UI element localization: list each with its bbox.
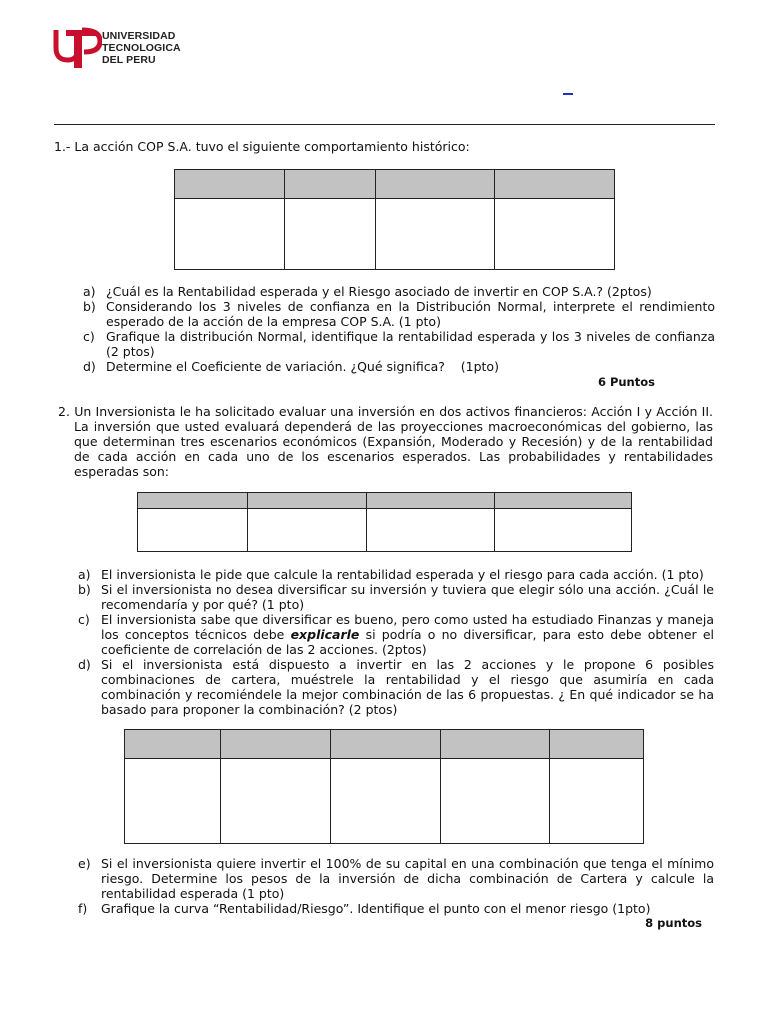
item-text: Si el inversionista está dispuesto a invertir en las 2 acciones y le propone 6 posibles combinaciones de cartera, muéstrele la rentabilidad y el riesgo que asumiría en cada combinación y recomiéndele la mejor combinación de las 6 propuestas. ¿ En qué indicador se ha basado para proponer la combinación? (2 ptos) xyxy=(101,657,714,717)
q1-table-header-cell xyxy=(175,170,285,199)
utp-logo-icon xyxy=(52,26,102,72)
q2-item-d xyxy=(78,657,714,717)
item-label: d) xyxy=(83,359,96,374)
item-label: f) xyxy=(78,901,88,916)
q1-table xyxy=(174,169,615,270)
q1-table-header-cell xyxy=(376,170,495,199)
q1-item-b xyxy=(83,299,715,329)
q2-table-header-cell xyxy=(248,493,367,509)
q2-table-header-cell xyxy=(495,493,632,509)
q2-item-e xyxy=(78,856,714,901)
q1-item-a xyxy=(83,284,715,299)
q1-item-c xyxy=(83,329,715,359)
q2-item-f xyxy=(78,901,714,916)
logo-line-2: TECNOLOGICA xyxy=(102,42,181,54)
q2-combinations-cell xyxy=(550,759,644,844)
q2-table-cell xyxy=(138,509,248,552)
item-label: a) xyxy=(83,284,96,299)
q1-intro: 1.- La acción COP S.A. tuvo el siguiente comportamiento histórico: xyxy=(54,139,470,154)
q2-item-a xyxy=(78,567,714,582)
item-label: e) xyxy=(78,856,91,871)
q1-table-header-cell xyxy=(495,170,615,199)
q2-intro xyxy=(58,404,713,479)
header-rule xyxy=(54,124,715,125)
item-text: El inversionista le pide que calcule la rentabilidad esperada y el riesgo para cada acción. (1 pto) xyxy=(101,567,704,582)
q2-item-b xyxy=(78,582,714,612)
q2-points: 8 puntos xyxy=(645,916,702,930)
q2-combinations-cell xyxy=(441,759,550,844)
item-text: Si el inversionista quiere invertir el 100% de su capital en una combinación que tenga el mínimo riesgo. Determine los pesos de la inversión de dicha combinación de Cartera y calcule la rentabilidad esperada (1 pto) xyxy=(101,856,714,901)
university-logo xyxy=(52,26,182,72)
item-text: ¿Cuál es la Rentabilidad esperada y el Riesgo asociado de invertir en COP S.A.? (2ptos) xyxy=(106,284,652,299)
item-text: Grafique la curva “Rentabilidad/Riesgo”. Identifique el punto con el menor riesgo (1pto) xyxy=(101,901,651,916)
q2-combinations-header-cell xyxy=(550,730,644,759)
q2-combinations-cell xyxy=(331,759,441,844)
item-text: Si el inversionista no desea diversificar su inversión y tuviera que elegir sólo una acción. ¿Cuál le recomendaría y por qué? (1 pto) xyxy=(101,582,714,612)
q2-table-header-cell xyxy=(367,493,495,509)
q2-combinations-header-cell xyxy=(331,730,441,759)
q2-combinations-cell xyxy=(221,759,331,844)
q1-points: 6 Puntos xyxy=(597,375,655,389)
q2-table xyxy=(137,492,632,552)
q1-table-cell xyxy=(376,199,495,270)
q1-item-d xyxy=(83,359,715,374)
q2-intro-text: 2. Un Inversionista le ha solicitado evaluar una inversión en dos activos financieros: Acción I y Acción II. La inversión que usted evaluará dependerá de las proyecciones macroeconómicas del gobierno, las que determinan tres escenarios económicos (Expansión, Moderado y Recesión) y de la rentabilidad de cada acción en cada uno de los escenarios esperados. Las probabilidades y rentabilidades esperadas son: xyxy=(58,404,713,479)
q2-table-header-cell xyxy=(138,493,248,509)
text-cursor-mark xyxy=(563,93,573,95)
q2-table-cell xyxy=(495,509,632,552)
item-text xyxy=(101,612,714,657)
q1-table-cell xyxy=(285,199,376,270)
item-text: Determine el Coeficiente de variación. ¿Qué significa? (1pto) xyxy=(106,359,499,374)
q2-combinations-header-cell xyxy=(221,730,331,759)
item-label: a) xyxy=(78,567,91,582)
q2-item-c xyxy=(78,612,714,657)
q2-combinations-header-cell xyxy=(441,730,550,759)
logo-line-1: UNIVERSIDAD xyxy=(102,30,176,42)
item-text-emphasis: explicarle xyxy=(290,627,360,642)
q2-combinations-cell xyxy=(125,759,221,844)
q1-table-cell xyxy=(175,199,285,270)
item-label: c) xyxy=(78,612,90,627)
item-label: b) xyxy=(83,299,96,314)
q1-table-cell xyxy=(495,199,615,270)
q2-table-cell xyxy=(367,509,495,552)
q1-table-header-cell xyxy=(285,170,376,199)
item-text-end: si podría o no diversificar, para esto debe obtener el coeficiente de correlación de las 2 acciones. (2ptos) xyxy=(101,627,715,657)
logo-line-3: DEL PERU xyxy=(102,54,156,66)
item-label: d) xyxy=(78,657,91,672)
item-text: Grafique la distribución Normal, identifique la rentabilidad esperada y los 3 niveles de confianza (2 ptos) xyxy=(106,329,715,359)
item-text-start: El inversionista sabe que diversificar es bueno, pero como usted ha estudiado Finanzas y maneja los conceptos técnicos debe xyxy=(101,612,714,642)
q2-combinations-header-cell xyxy=(125,730,221,759)
q2-table-cell xyxy=(248,509,367,552)
item-text: Considerando los 3 niveles de confianza en la Distribución Normal, interprete el rendimiento esperado de la acción de la empresa COP S.A. (1 pto) xyxy=(106,299,715,329)
q2-combinations-table xyxy=(124,729,644,844)
item-label: c) xyxy=(83,329,95,344)
item-label: b) xyxy=(78,582,91,597)
